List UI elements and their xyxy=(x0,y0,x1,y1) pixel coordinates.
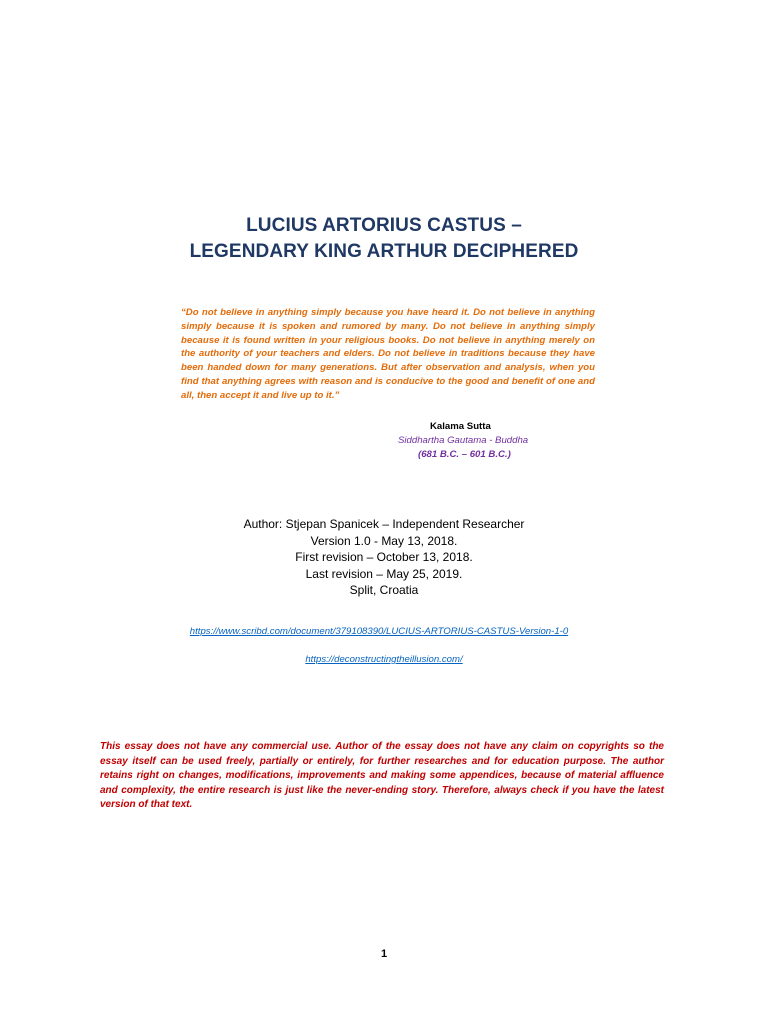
document-title-line-2: LEGENDARY KING ARTHUR DECIPHERED xyxy=(189,241,579,262)
location-line: Split, Croatia xyxy=(349,583,419,597)
first-revision-line: First revision – October 13, 2018. xyxy=(295,550,473,564)
page-number: 1 xyxy=(380,948,388,960)
copyright-disclaimer: This essay does not have any commercial use. Author of the essay does not have any claim on copyrights so the essay itself can be used freely, partially or entirely, for further researches and for education purpose. The author retains right on changes, modifications, improvements and making some appendices, because of material affluence and complexity, the entire research is just like the never-ending story. Therefore, always check if you have the latest version of that text. xyxy=(100,741,664,811)
epigraph-quote: “Do not believe in anything simply because you have heard it. Do not believe in anything simply because it is spoken and rumored by many. Do not believe in anything simply because it is found written in your religious books. Do not believe in anything merely on the authority of your teachers and elders. Do not believe in traditions because they have been handed down for many generations. But after observation and analysis, when you find that anything agrees with reason and is conducive to the good and benefit of one and all, then accept it and live up to it.” xyxy=(181,307,595,401)
website-link[interactable]: https://deconstructingtheillusion.com/ xyxy=(305,654,463,665)
quote-attribution: Siddhartha Gautama - Buddha xyxy=(398,435,529,446)
last-revision-line: Last revision – May 25, 2019. xyxy=(305,566,463,581)
quote-source: Kalama Sutta xyxy=(430,421,491,432)
version-line: Version 1.0 - May 13, 2018. xyxy=(310,533,458,548)
document-title-line-1: LUCIUS ARTORIUS CASTUS – xyxy=(246,215,522,236)
author-line: Author: Stjepan Spanicek – Independent Researcher xyxy=(243,517,525,531)
quote-dates: (681 B.C. – 601 B.C.) xyxy=(418,449,511,460)
author-block xyxy=(0,516,768,599)
scribd-link[interactable]: https://www.scribd.com/document/379108390/LUCIUS-ARTORIUS-CASTUS-Version-1-0 xyxy=(189,626,569,637)
